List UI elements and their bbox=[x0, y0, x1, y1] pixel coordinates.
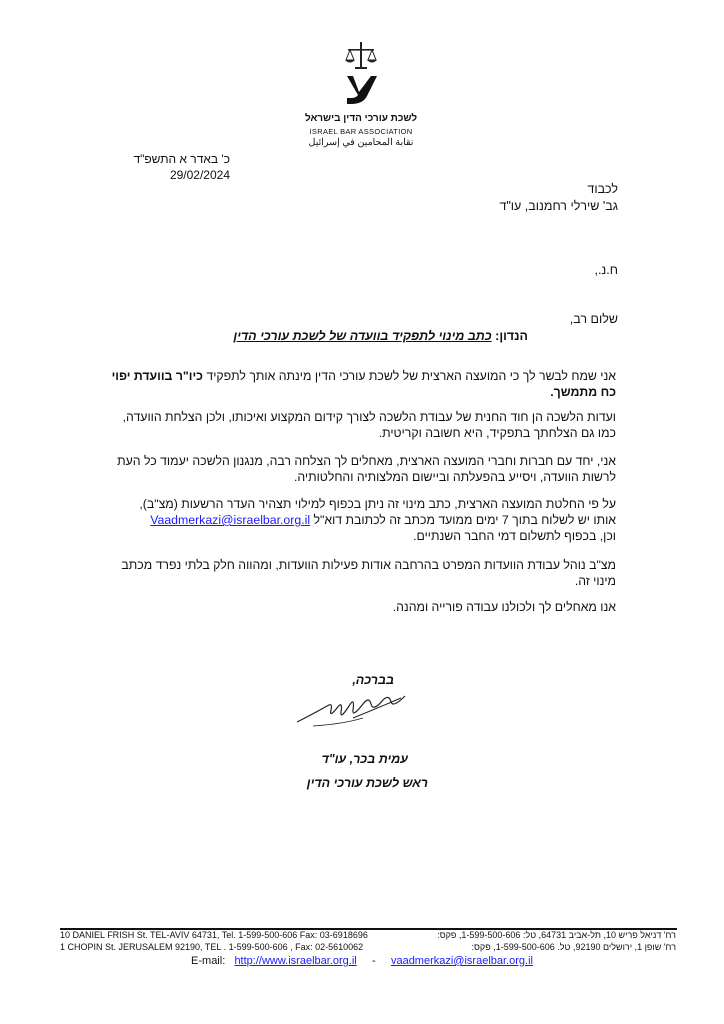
paragraph-committees: ועדות הלשכה הן חוד החנית של עבודת הלשכה לצורך קידום המקצוע ואיכותו, ולכן הצלחת הוועדה, כמו גם הצלחתך בתפקיד, היא חשובה וקריטית. bbox=[122, 410, 616, 440]
conditions-line-3: וכן, בכפוף לתשלום דמי החבר השנתיים. bbox=[413, 529, 616, 543]
appointment-text: אני שמח לבשר לך כי המועצה הארצית של לשכת עורכי הדין מינתה אותך לתפקיד bbox=[206, 369, 616, 383]
footer-tel-aviv-en: 10 DANIEL FRISH St. TEL-AVIV 64731, Tel. 1-599-500-606 Fax: 03-6918696 bbox=[60, 930, 368, 940]
gregorian-date: 29/02/2024 bbox=[169, 168, 230, 182]
footer-contact bbox=[0, 955, 724, 967]
subject-line bbox=[233, 329, 528, 343]
subject-label: הנדון: bbox=[495, 329, 528, 343]
tn-line: ח.נ., bbox=[594, 263, 618, 277]
footer-tel-aviv-he: רח' דניאל פריש 10, תל-אביב 64731, טל: 1-599-500-606, פקס: bbox=[437, 930, 676, 940]
conditions-line-2-text: אותו יש לשלוח בתוך 7 ימים ממועד מכתב זה לכתובת דוא"ל bbox=[313, 513, 616, 527]
appointment-role: כיו"ר בוועדת יפוי כח מתמשך. bbox=[111, 369, 616, 399]
paragraph-conditions bbox=[108, 496, 616, 544]
signatory-name: עמית בכר, עו"ד bbox=[321, 752, 408, 766]
scales-emblem-icon bbox=[343, 40, 379, 108]
footer-jerusalem-he: רח' שופן 1, ירושלים 92190, טל. 1-599-500-606, פקס: bbox=[471, 942, 676, 952]
conditions-line-1: על פי החלטת המועצה הארצית, כתב מינוי זה ניתן בכפוף למילוי תצהיר העדר הרשעות (מצ"ב), bbox=[139, 497, 616, 511]
committee-email-link[interactable]: Vaadmerkazi@israelbar.org.il bbox=[150, 513, 311, 527]
israel-bar-logo bbox=[300, 40, 422, 150]
footer-email-link[interactable]: vaadmerkazi@israelbar.org.il bbox=[390, 955, 533, 967]
letter-date bbox=[110, 151, 230, 183]
logo-english-name: ISRAEL BAR ASSOCIATION bbox=[309, 127, 413, 136]
email-label: E-mail: bbox=[191, 955, 226, 967]
recipient-salutation: לכבוד bbox=[587, 182, 618, 196]
recipient-name: גב' שירלי רחמנוב, עו"ד bbox=[499, 199, 618, 213]
logo-hebrew-name: לשכת עורכי הדין בישראל bbox=[304, 113, 418, 124]
paragraph-procedure: מצ"ב נוהל עבודת הוועדות המפרט בהרחבה אודות פעילות הוועדות, ומהווה חלק בלתי נפרד מכתב מינוי זה. bbox=[121, 558, 616, 588]
paragraph-closing: אנו מאחלים לך ולכולנו עבודה פורייה ומהנה. bbox=[392, 600, 616, 614]
signatory-title: ראש לשכת עורכי הדין bbox=[306, 776, 428, 790]
recipient-block bbox=[318, 181, 618, 215]
footer-separator: - bbox=[372, 955, 376, 967]
website-link[interactable]: http://www.israelbar.org.il bbox=[234, 955, 357, 967]
paragraph-wishes: אני, יחד עם חברות וחברי המועצה הארצית, מאחלים לך הצלחה רבה, מנגנון הלשכה יעמוד כל העת לרשות הוועדה, ויסייע בהפעלתה וביישום המלצותיה והחלטותיה. bbox=[117, 454, 616, 484]
logo-arabic-name: نقابة المحامين في إسرائيل bbox=[308, 137, 414, 148]
hebrew-date: כ' באדר א התשפ"ד bbox=[133, 152, 230, 166]
signature-closing: בברכה, bbox=[352, 673, 394, 687]
conditions-line-2 bbox=[108, 512, 616, 528]
subject-text: כתב מינוי לתפקיד בוועדה של לשכת עורכי הדין bbox=[233, 329, 492, 343]
greeting: שלום רב, bbox=[569, 312, 618, 326]
paragraph-appointment bbox=[108, 368, 616, 400]
handwritten-signature bbox=[293, 688, 413, 733]
footer-jerusalem-en: 1 CHOPIN St. JERUSALEM 92190, TEL . 1-599-500-606 , Fax: 02-5610062 bbox=[60, 942, 364, 952]
